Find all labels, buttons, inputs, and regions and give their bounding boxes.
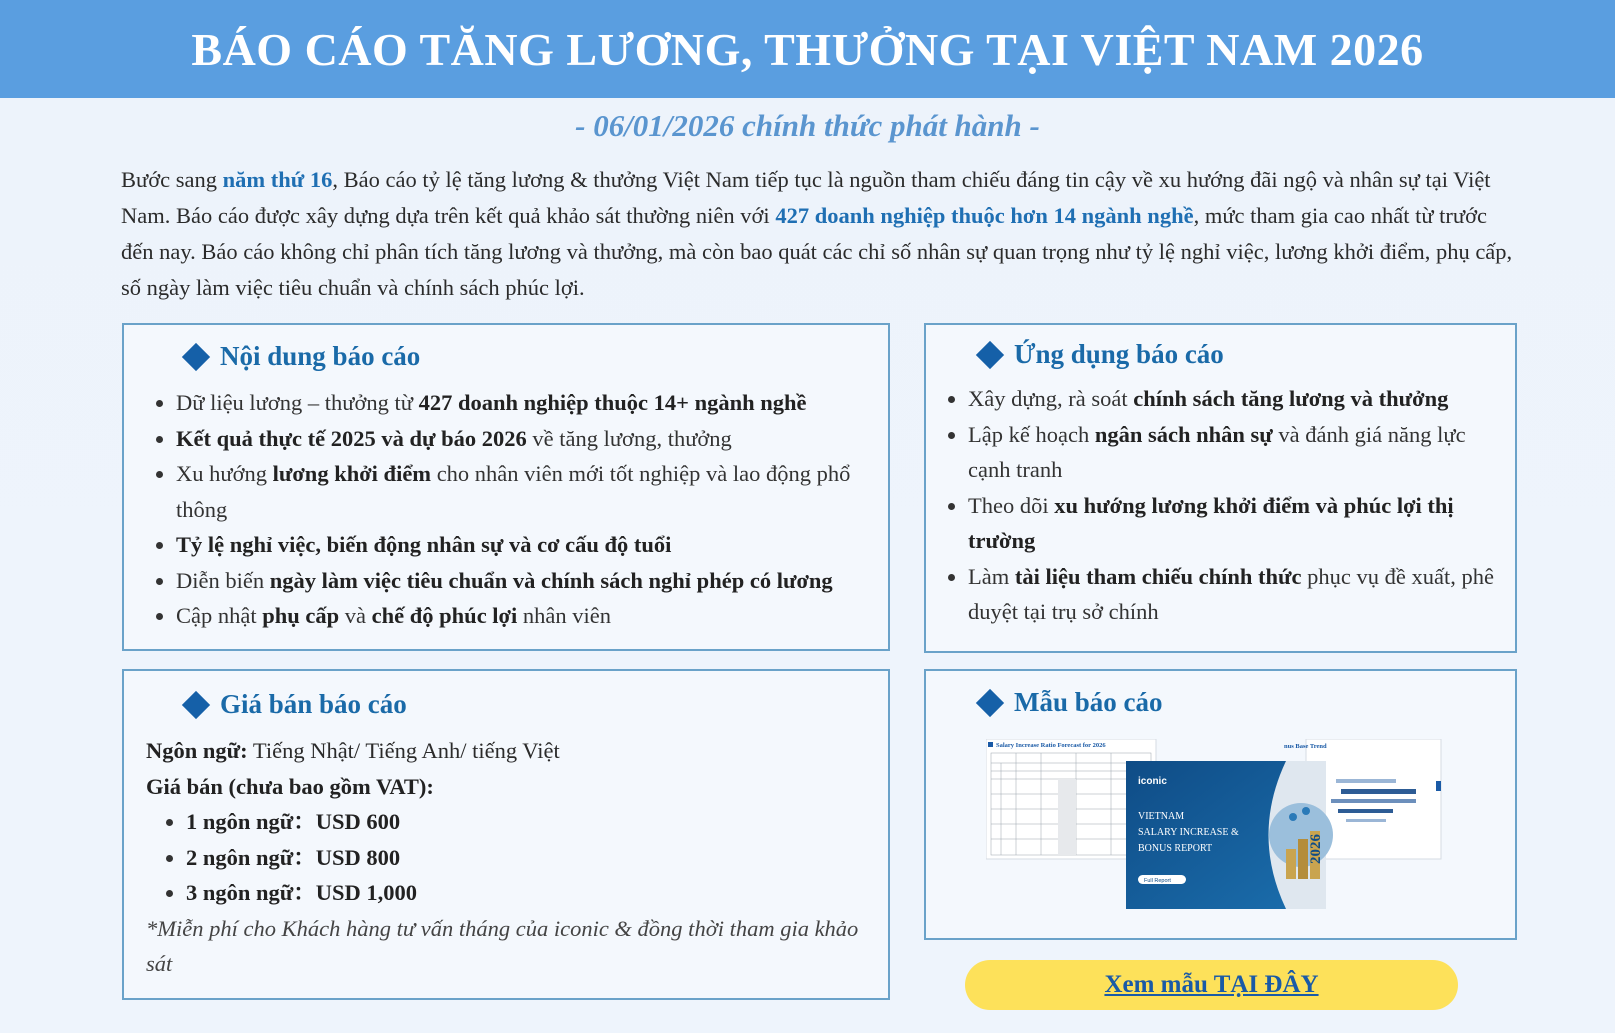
price-item: 3 ngôn ngữ：USD 1,000: [186, 875, 866, 911]
language-label: Ngôn ngữ:: [146, 738, 248, 763]
language-line: [146, 733, 866, 769]
report-application-list: [968, 381, 1508, 630]
report-price-title: Giá bán báo cáo: [220, 689, 407, 719]
left-sheet-title: Salary Increase Ratio Forecast for 2026: [996, 742, 1106, 749]
item-text: Xu hướng: [176, 461, 273, 486]
list-item: [176, 421, 886, 457]
report-sample-image: [986, 739, 1456, 919]
item-bold: Kết quả thực tế 2025 và dự báo 2026: [176, 425, 527, 451]
header-banner: [0, 0, 1615, 98]
cover-brand-logo: iconic: [1138, 776, 1167, 787]
item-bold: lương khởi điểm: [272, 461, 432, 486]
item-bold: ngân sách nhân sự: [1094, 421, 1273, 447]
item-text: Dữ liệu lương – thưởng từ: [176, 390, 419, 415]
item-bold: chế độ phúc lợi: [371, 603, 518, 628]
cover-button-label: Full Report: [1144, 878, 1171, 884]
intro-text: , Báo cáo tỷ lệ tăng lương & thưởng Việt Nam tiếp tục là nguồn tham chiếu đáng tin cậy về xu hướng đãi ngộ và nhân sự tại Việt Nam. Báo cáo được xây dựng dựa trên kết quả khảo sát thường niên với: [121, 167, 1491, 228]
intro-text: Bước sang: [121, 167, 223, 192]
diamond-icon: [976, 340, 1004, 368]
release-date-subtitle: - 06/01/2026 chính thức phát hành -: [575, 108, 1040, 143]
item-bold: 427 doanh nghiệp thuộc 14+ ngành nghề: [418, 390, 807, 415]
diamond-icon: [182, 342, 210, 370]
report-cover: [1126, 761, 1333, 909]
report-application-heading: [974, 339, 1224, 370]
report-sample-box: [924, 669, 1517, 940]
report-application-title: Ứng dụng báo cáo: [1014, 339, 1224, 369]
item-bold: tài liệu tham chiếu chính thức: [1014, 563, 1302, 589]
list-item: [968, 417, 1508, 488]
item-text: Làm: [968, 563, 1015, 589]
list-item: [176, 456, 886, 527]
cover-line: BONUS REPORT: [1138, 843, 1213, 854]
diamond-icon: [976, 688, 1004, 716]
item-text: Cập nhật: [176, 603, 263, 628]
cover-line: VIETNAM: [1138, 811, 1185, 822]
page-title: BÁO CÁO TĂNG LƯƠNG, THƯỞNG TẠI VIỆT NAM 2026: [191, 23, 1424, 75]
free-note: *Miễn phí cho Khách hàng tư vấn tháng của iconic & đồng thời tham gia khảo sát: [146, 915, 859, 976]
list-item: [176, 598, 886, 634]
diamond-icon: [182, 690, 210, 718]
report-price-box: [122, 669, 890, 1000]
report-content-list: [176, 385, 886, 634]
price-label: Giá bán (chưa bao gồm VAT):: [146, 773, 434, 799]
item-text: Lập kế hoạch: [968, 421, 1095, 447]
list-item: [968, 559, 1508, 630]
item-bold: chính sách tăng lương và thưởng: [1133, 386, 1449, 411]
cover-line: SALARY INCREASE &: [1138, 827, 1239, 838]
report-content-box: [122, 323, 890, 651]
item-bold: xu hướng lương khởi điểm và phúc lợi thị trường: [968, 492, 1454, 553]
item-text: Xây dựng, rà soát: [968, 386, 1134, 411]
intro-text: , mức tham gia cao nhất từ trước đến nay. Báo cáo không chỉ phân tích tăng lương và thưởng, mà còn bao quát các chỉ số nhân sự quan trọng như tỷ lệ nghỉ việc, lương khởi điểm, phụ cấp, số ngày làm việc tiêu chuẩn và chính sách phúc lợi.: [121, 203, 1513, 300]
report-sample-heading: [974, 687, 1163, 718]
list-item: [968, 381, 1508, 417]
price-item: 1 ngôn ngữ：USD 600: [186, 804, 866, 840]
intro-highlight: năm thứ 16: [222, 167, 333, 192]
item-text: phục vụ đề xuất, phê duyệt tại trụ sở chính: [968, 563, 1494, 624]
item-text: về tăng lương, thưởng: [526, 425, 732, 451]
price-body: [146, 733, 866, 982]
item-text: cho nhân viên mới tốt nghiệp và lao động phổ thông: [176, 461, 851, 522]
list-item: [968, 488, 1508, 559]
report-content-title: Nội dung báo cáo: [220, 341, 421, 371]
list-item: [176, 385, 886, 421]
intro-paragraph: [121, 162, 1521, 306]
list-item: [176, 563, 886, 599]
item-text: Diễn biến: [176, 567, 270, 593]
view-sample-button[interactable]: Xem mẫu TẠI ĐÂY: [965, 960, 1458, 1010]
report-sample-title: Mẫu báo cáo: [1014, 687, 1163, 717]
report-application-box: [924, 323, 1517, 653]
item-text: Theo dõi: [968, 492, 1055, 518]
list-item: [176, 527, 886, 563]
item-text: và đánh giá năng lực cạnh tranh: [968, 421, 1466, 482]
item-text: và: [339, 603, 372, 628]
item-text: nhân viên: [517, 603, 612, 628]
cover-year: 2026: [1308, 834, 1324, 864]
item-bold: Tỷ lệ nghỉ việc, biến động nhân sự và cơ cấu độ tuổi: [176, 532, 672, 557]
item-bold: phụ cấp: [262, 603, 340, 628]
intro-highlight: 427 doanh nghiệp thuộc hơn 14 ngành nghề: [775, 203, 1194, 228]
price-list: [186, 804, 866, 911]
item-bold: ngày làm việc tiêu chuẩn và chính sách nghỉ phép có lương: [269, 567, 833, 593]
right-sheet-title: nus Base Trend: [1284, 743, 1327, 750]
language-value: Tiếng Nhật/ Tiếng Anh/ tiếng Việt: [247, 738, 560, 763]
report-price-heading: [180, 689, 407, 720]
report-content-heading: [180, 341, 420, 372]
price-item: 2 ngôn ngữ：USD 800: [186, 840, 866, 876]
